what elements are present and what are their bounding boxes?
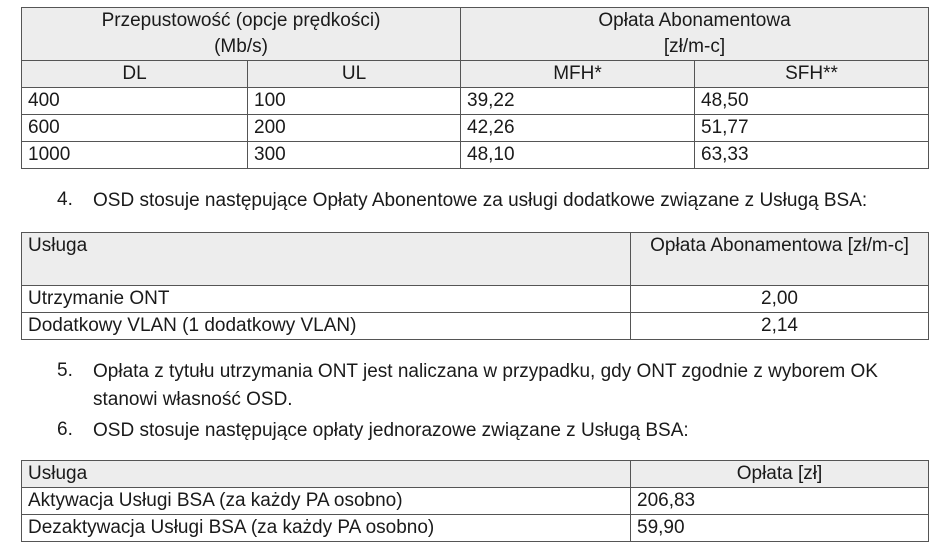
table-row [22,515,929,542]
cell-dl: 400 [22,88,248,115]
cell-dl: 1000 [22,142,248,169]
item-4-text: OSD stosuje następujące Opłaty Abonentowe za usługi dodatkowe związane z Usługą BSA: [93,190,868,211]
item-4-number: 4. [57,189,73,210]
cell-ul: 100 [248,88,461,115]
cell-service: Dezaktywacja Usługi BSA (za każdy PA osobno) [22,515,631,542]
cell-sfh: 48,50 [695,88,929,115]
cell-dl: 600 [22,115,248,142]
header-throughput-unit: (Mb/s) [214,36,268,57]
header-fee-label: Opłata Abonamentowa [598,10,791,31]
table-header-row [22,461,929,488]
table-row [22,142,929,169]
header-fee-one-time: Opłata [zł] [631,461,929,488]
header-throughput [22,8,461,61]
cell-ul: 200 [248,115,461,142]
header-fee-monthly: Opłata Abonamentowa [zł/m-c] [631,233,929,286]
table-row [22,488,929,515]
cell-fee: 206,83 [631,488,929,515]
cell-sfh: 51,77 [695,115,929,142]
item-5-line-2: stanowi własność OSD. [93,389,293,410]
subheader-mfh: MFH* [461,61,695,88]
cell-fee: 2,14 [631,313,929,340]
cell-mfh: 48,10 [461,142,695,169]
cell-mfh: 42,26 [461,115,695,142]
header-service: Usługa [22,233,631,286]
one-time-fees-table [21,460,929,542]
item-6-number: 6. [57,419,73,440]
header-service: Usługa [22,461,631,488]
cell-service: Aktywacja Usługi BSA (za każdy PA osobno) [22,488,631,515]
cell-mfh: 39,22 [461,88,695,115]
additional-services-table [21,232,929,340]
table-row [22,286,929,313]
cell-fee: 2,00 [631,286,929,313]
subheader-ul: UL [248,61,461,88]
header-fee [461,8,929,61]
subheader-dl: DL [22,61,248,88]
cell-ul: 300 [248,142,461,169]
header-fee-unit: [zł/m-c] [663,36,726,57]
table-subheader-row [22,61,929,88]
item-5-line-1: Opłata z tytułu utrzymania ONT jest naliczana w przypadku, gdy ONT zgodnie z wyborem OK [93,361,878,382]
subheader-sfh: SFH** [695,61,929,88]
table-header-row [22,8,929,61]
item-6-text: OSD stosuje następujące opłaty jednorazowe związane z Usługą BSA: [93,420,689,441]
throughput-fee-table [21,7,929,169]
table-header-row [22,233,929,286]
table-row [22,115,929,142]
item-5-number: 5. [57,360,73,381]
cell-service: Utrzymanie ONT [22,286,631,313]
cell-sfh: 63,33 [695,142,929,169]
table-row [22,88,929,115]
cell-service: Dodatkowy VLAN (1 dodatkowy VLAN) [22,313,631,340]
header-throughput-label: Przepustowość (opcje prędkości) [101,10,381,31]
table-row [22,313,929,340]
cell-fee: 59,90 [631,515,929,542]
